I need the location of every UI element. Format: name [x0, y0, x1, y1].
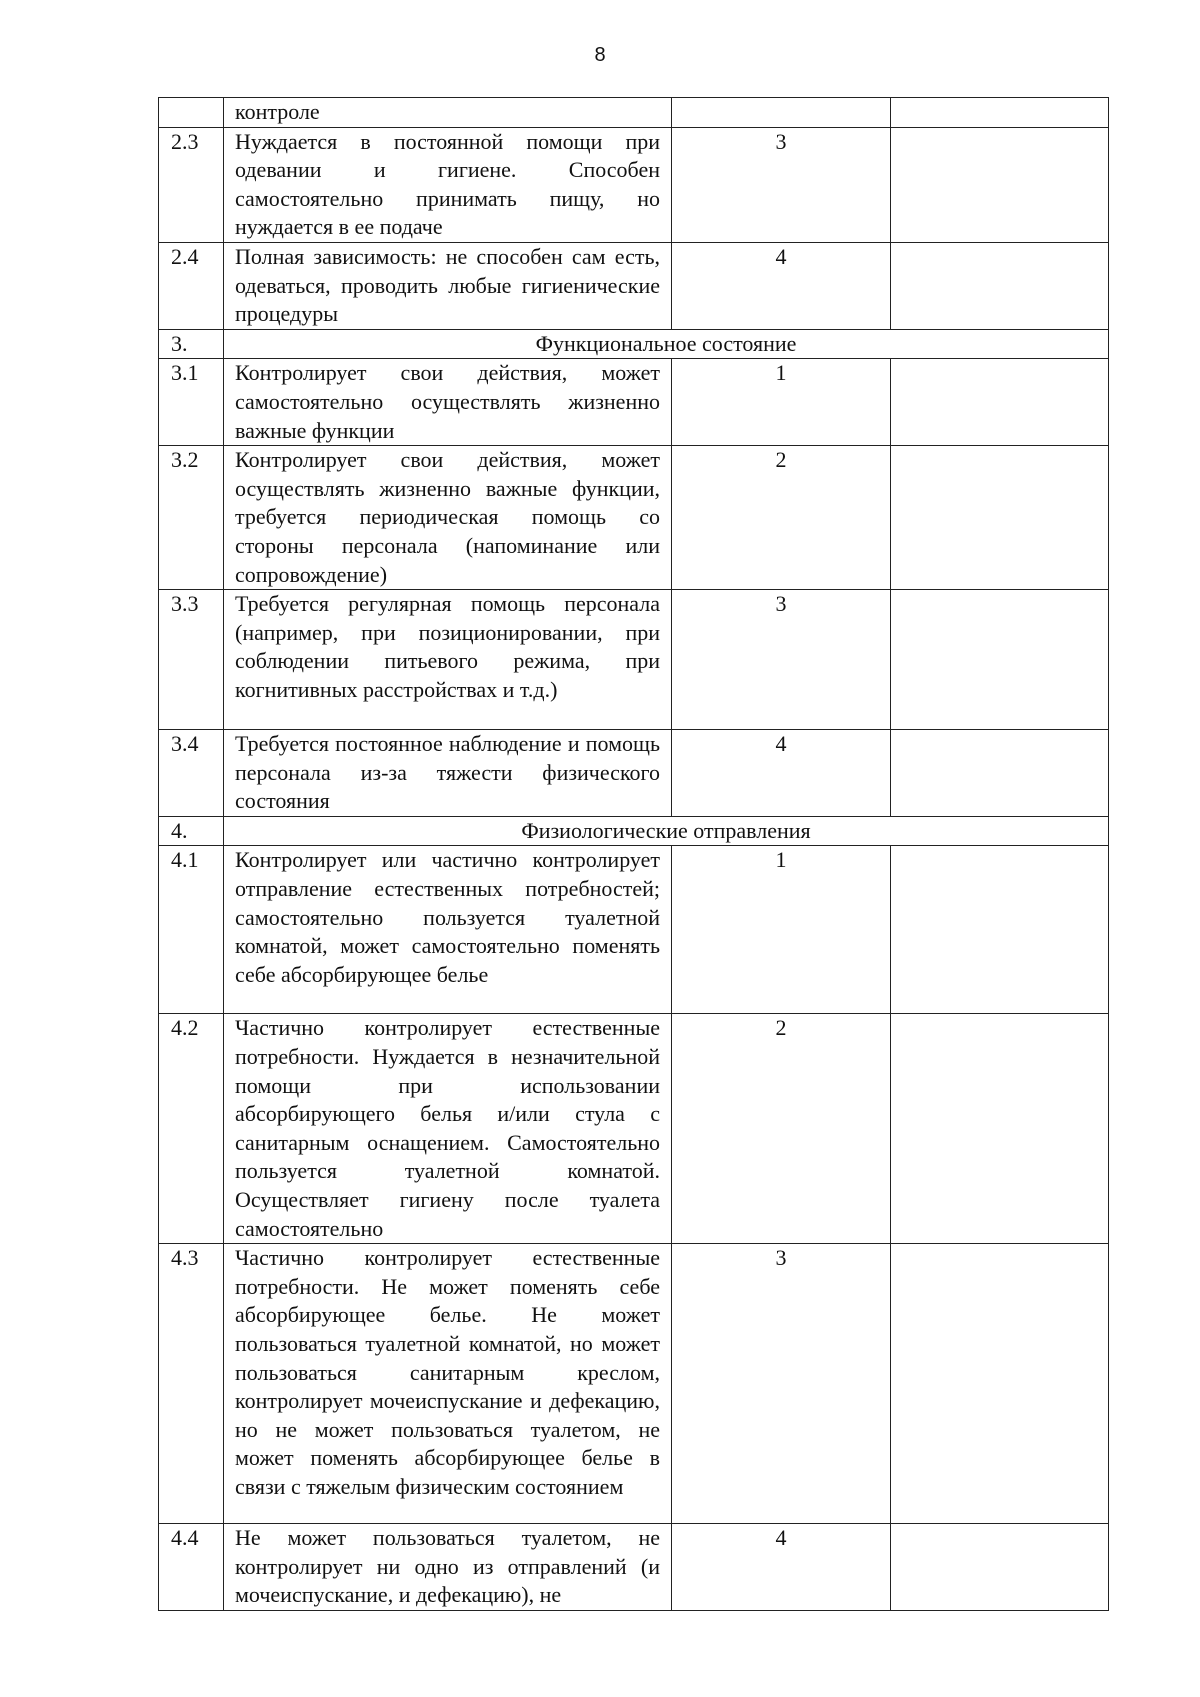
row-number: 4.3 [159, 1244, 224, 1524]
row-description: Нуждается в постоянной помощи при одевании и гигиене. Способен самостоятельно принимать пищу, но нуждается в ее подаче [224, 127, 672, 242]
table-row [159, 590, 1109, 730]
section-title: Функциональное состояние [224, 329, 1109, 359]
row-number [159, 98, 224, 128]
section-title: Физиологические отправления [224, 816, 1109, 846]
row-score: 3 [672, 1244, 891, 1524]
row-score: 4 [672, 242, 891, 329]
table-row [159, 1524, 1109, 1611]
table-row [159, 1014, 1109, 1244]
row-empty-cell [891, 1244, 1109, 1524]
row-number: 2.4 [159, 242, 224, 329]
row-description: Контролирует свои действия, может самостоятельно осуществлять жизненно важные функции [224, 359, 672, 446]
section-number: 3. [159, 329, 224, 359]
row-number: 3.2 [159, 446, 224, 590]
row-number: 3.1 [159, 359, 224, 446]
row-number: 4.2 [159, 1014, 224, 1244]
row-empty-cell [891, 242, 1109, 329]
row-score [672, 98, 891, 128]
row-description: Не может пользоваться туалетом, не контролирует ни одно из отправлений (и мочеиспускание, и дефекацию), не [224, 1524, 672, 1611]
row-description: Частично контролирует естественные потребности. Нуждается в незначительной помощи при использовании абсорбирующего белья и/или стула с санитарным оснащением. Самостоятельно пользуется туалетной комнатой. Осуществляет гигиену после туалета самостоятельно [224, 1014, 672, 1244]
row-number: 4.4 [159, 1524, 224, 1611]
row-empty-cell [891, 359, 1109, 446]
table-row [159, 446, 1109, 590]
section-header-row [159, 816, 1109, 846]
row-number: 2.3 [159, 127, 224, 242]
row-number: 4.1 [159, 846, 224, 1014]
row-empty-cell [891, 127, 1109, 242]
table-row [159, 242, 1109, 329]
row-description: Полная зависимость: не способен сам есть, одеваться, проводить любые гигиенические процедуры [224, 242, 672, 329]
row-description: Контролирует или частично контролирует отправление естественных потребностей; самостоятельно пользуется туалетной комнатой, может самостоятельно поменять себе абсорбирующее белье [224, 846, 672, 1014]
row-empty-cell [891, 98, 1109, 128]
row-description: Частично контролирует естественные потребности. Не может поменять себе абсорбирующее белье. Не может пользоваться туалетной комнатой, но может пользоваться санитарным креслом, контролирует мочеиспускание и дефекацию, но не может пользоваться туалетом, не может поменять абсорбирующее белье в связи с тяжелым физическим состоянием [224, 1244, 672, 1524]
row-score: 4 [672, 1524, 891, 1611]
row-score: 3 [672, 590, 891, 730]
row-description: контроле [224, 98, 672, 128]
row-empty-cell [891, 730, 1109, 817]
row-score: 4 [672, 730, 891, 817]
row-score: 2 [672, 446, 891, 590]
table-row [159, 846, 1109, 1014]
row-number: 3.3 [159, 590, 224, 730]
row-empty-cell [891, 446, 1109, 590]
row-description: Требуется постоянное наблюдение и помощь персонала из-за тяжести физического состояния [224, 730, 672, 817]
table-row [159, 359, 1109, 446]
row-number: 3.4 [159, 730, 224, 817]
row-score: 2 [672, 1014, 891, 1244]
row-score: 1 [672, 359, 891, 446]
table-row [159, 1244, 1109, 1524]
assessment-table [158, 97, 1109, 1611]
row-empty-cell [891, 1524, 1109, 1611]
row-empty-cell [891, 846, 1109, 1014]
table-row [159, 730, 1109, 817]
row-description: Контролирует свои действия, может осуществлять жизненно важные функции, требуется периодическая помощь со стороны персонала (напоминание или сопровождение) [224, 446, 672, 590]
section-header-row [159, 329, 1109, 359]
page-number: 8 [594, 44, 606, 66]
row-empty-cell [891, 1014, 1109, 1244]
row-score: 1 [672, 846, 891, 1014]
table-row [159, 98, 1109, 128]
row-description: Требуется регулярная помощь персонала (например, при позиционировании, при соблюдении питьевого режима, при когнитивных расстройствах и т.д.) [224, 590, 672, 730]
section-number: 4. [159, 816, 224, 846]
row-empty-cell [891, 590, 1109, 730]
row-score: 3 [672, 127, 891, 242]
table-row [159, 127, 1109, 242]
